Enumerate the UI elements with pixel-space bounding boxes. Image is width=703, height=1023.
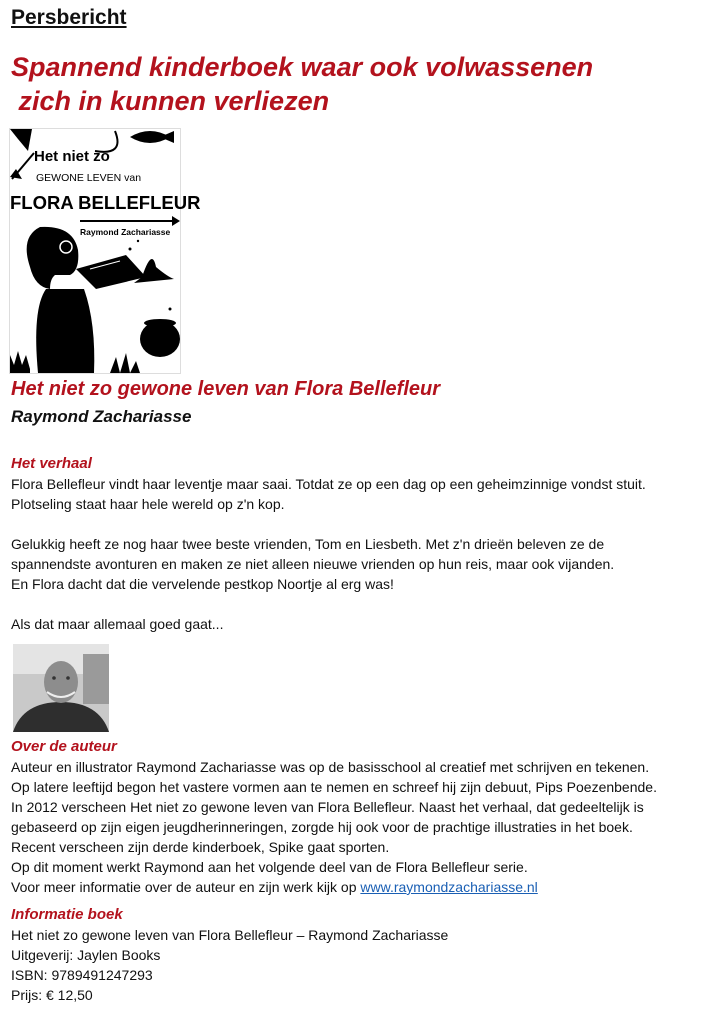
cover-title-line: GEWONE LEVEN van [36,172,142,184]
cover-title-line: Het niet zo [34,148,110,165]
author-photo [13,644,109,732]
headline [11,50,593,118]
author-website-link[interactable]: www.raymondzachariasse.nl [360,879,538,895]
story-line: En Flora dacht dat die vervelende pestkop Noortje al erg was! [11,576,394,592]
more-info-text: Voor meer informatie over de auteur en zijn werk kijk op [11,879,361,895]
author-paragraph [11,757,696,897]
author-bio-line: Op dit moment werkt Raymond aan het volgende deel van de Flora Bellefleur serie. [11,859,528,875]
story-line: spannendste avonturen en maken ze niet alleen nieuwe vrienden op hun reis, maar ook vijanden. [11,556,615,572]
document-label: Persbericht [11,6,127,29]
book-cover-image [9,128,201,374]
story-line [11,514,696,534]
book-cover-illustration [10,129,201,373]
story-paragraph [11,474,696,634]
section-heading-author: Over de auteur [11,738,117,755]
headline-line: zich in kunnen verliezen [11,86,330,116]
section-heading-story: Het verhaal [11,455,92,472]
story-line: Plotseling staat haar hele wereld op z'n kop. [11,496,285,512]
author-bio-line: Op latere leeftijd begon het vastere vormen aan te nemen en schreef hij zijn debuut, Pips Poezenbende. [11,779,657,795]
book-author: Raymond Zachariasse [11,407,192,426]
author-bio-line: In 2012 verscheen Het niet zo gewone leven van Flora Bellefleur. Naast het verhaal, dat gedeeltelijk is [11,799,644,815]
book-info-line: Het niet zo gewone leven van Flora Bellefleur – Raymond Zachariasse [11,927,449,943]
author-bio-line: gebaseerd op zijn eigen jeugdherinneringen, zorgde hij ook voor de prachtige illustraties in het boek. [11,819,633,835]
book-info-publisher: Uitgeverij: Jaylen Books [11,947,161,963]
book-info-isbn: ISBN: 9789491247293 [11,967,153,983]
story-line: Gelukkig heeft ze nog haar twee beste vrienden, Tom en Liesbeth. Met z'n drieën beleven ze de [11,536,605,552]
story-line: Als dat maar allemaal goed gaat... [11,616,224,632]
headline-line: Spannend kinderboek waar ook volwassenen [11,52,594,82]
section-heading-info: Informatie boek [11,906,123,923]
story-line: Flora Bellefleur vindt haar leventje maar saai. Totdat ze op een dag op een geheimzinnige vondst stuit. [11,476,646,492]
author-bio-line: Recent verscheen zijn derde kinderboek, Spike gaat sporten. [11,839,390,855]
cover-author: Raymond Zachariasse [80,227,171,237]
author-bio-line: Auteur en illustrator Raymond Zachariasse was op de basisschool al creatief met schrijven en tekenen. [11,759,650,775]
story-line [11,594,696,614]
author-portrait [13,644,109,732]
book-info-paragraph [11,925,696,1005]
author-more-info [11,877,696,897]
cover-title-line: FLORA BELLEFLEUR [10,192,201,213]
book-title: Het niet zo gewone leven van Flora Bellefleur [11,378,440,400]
book-info-price: Prijs: € 12,50 [11,987,93,1003]
